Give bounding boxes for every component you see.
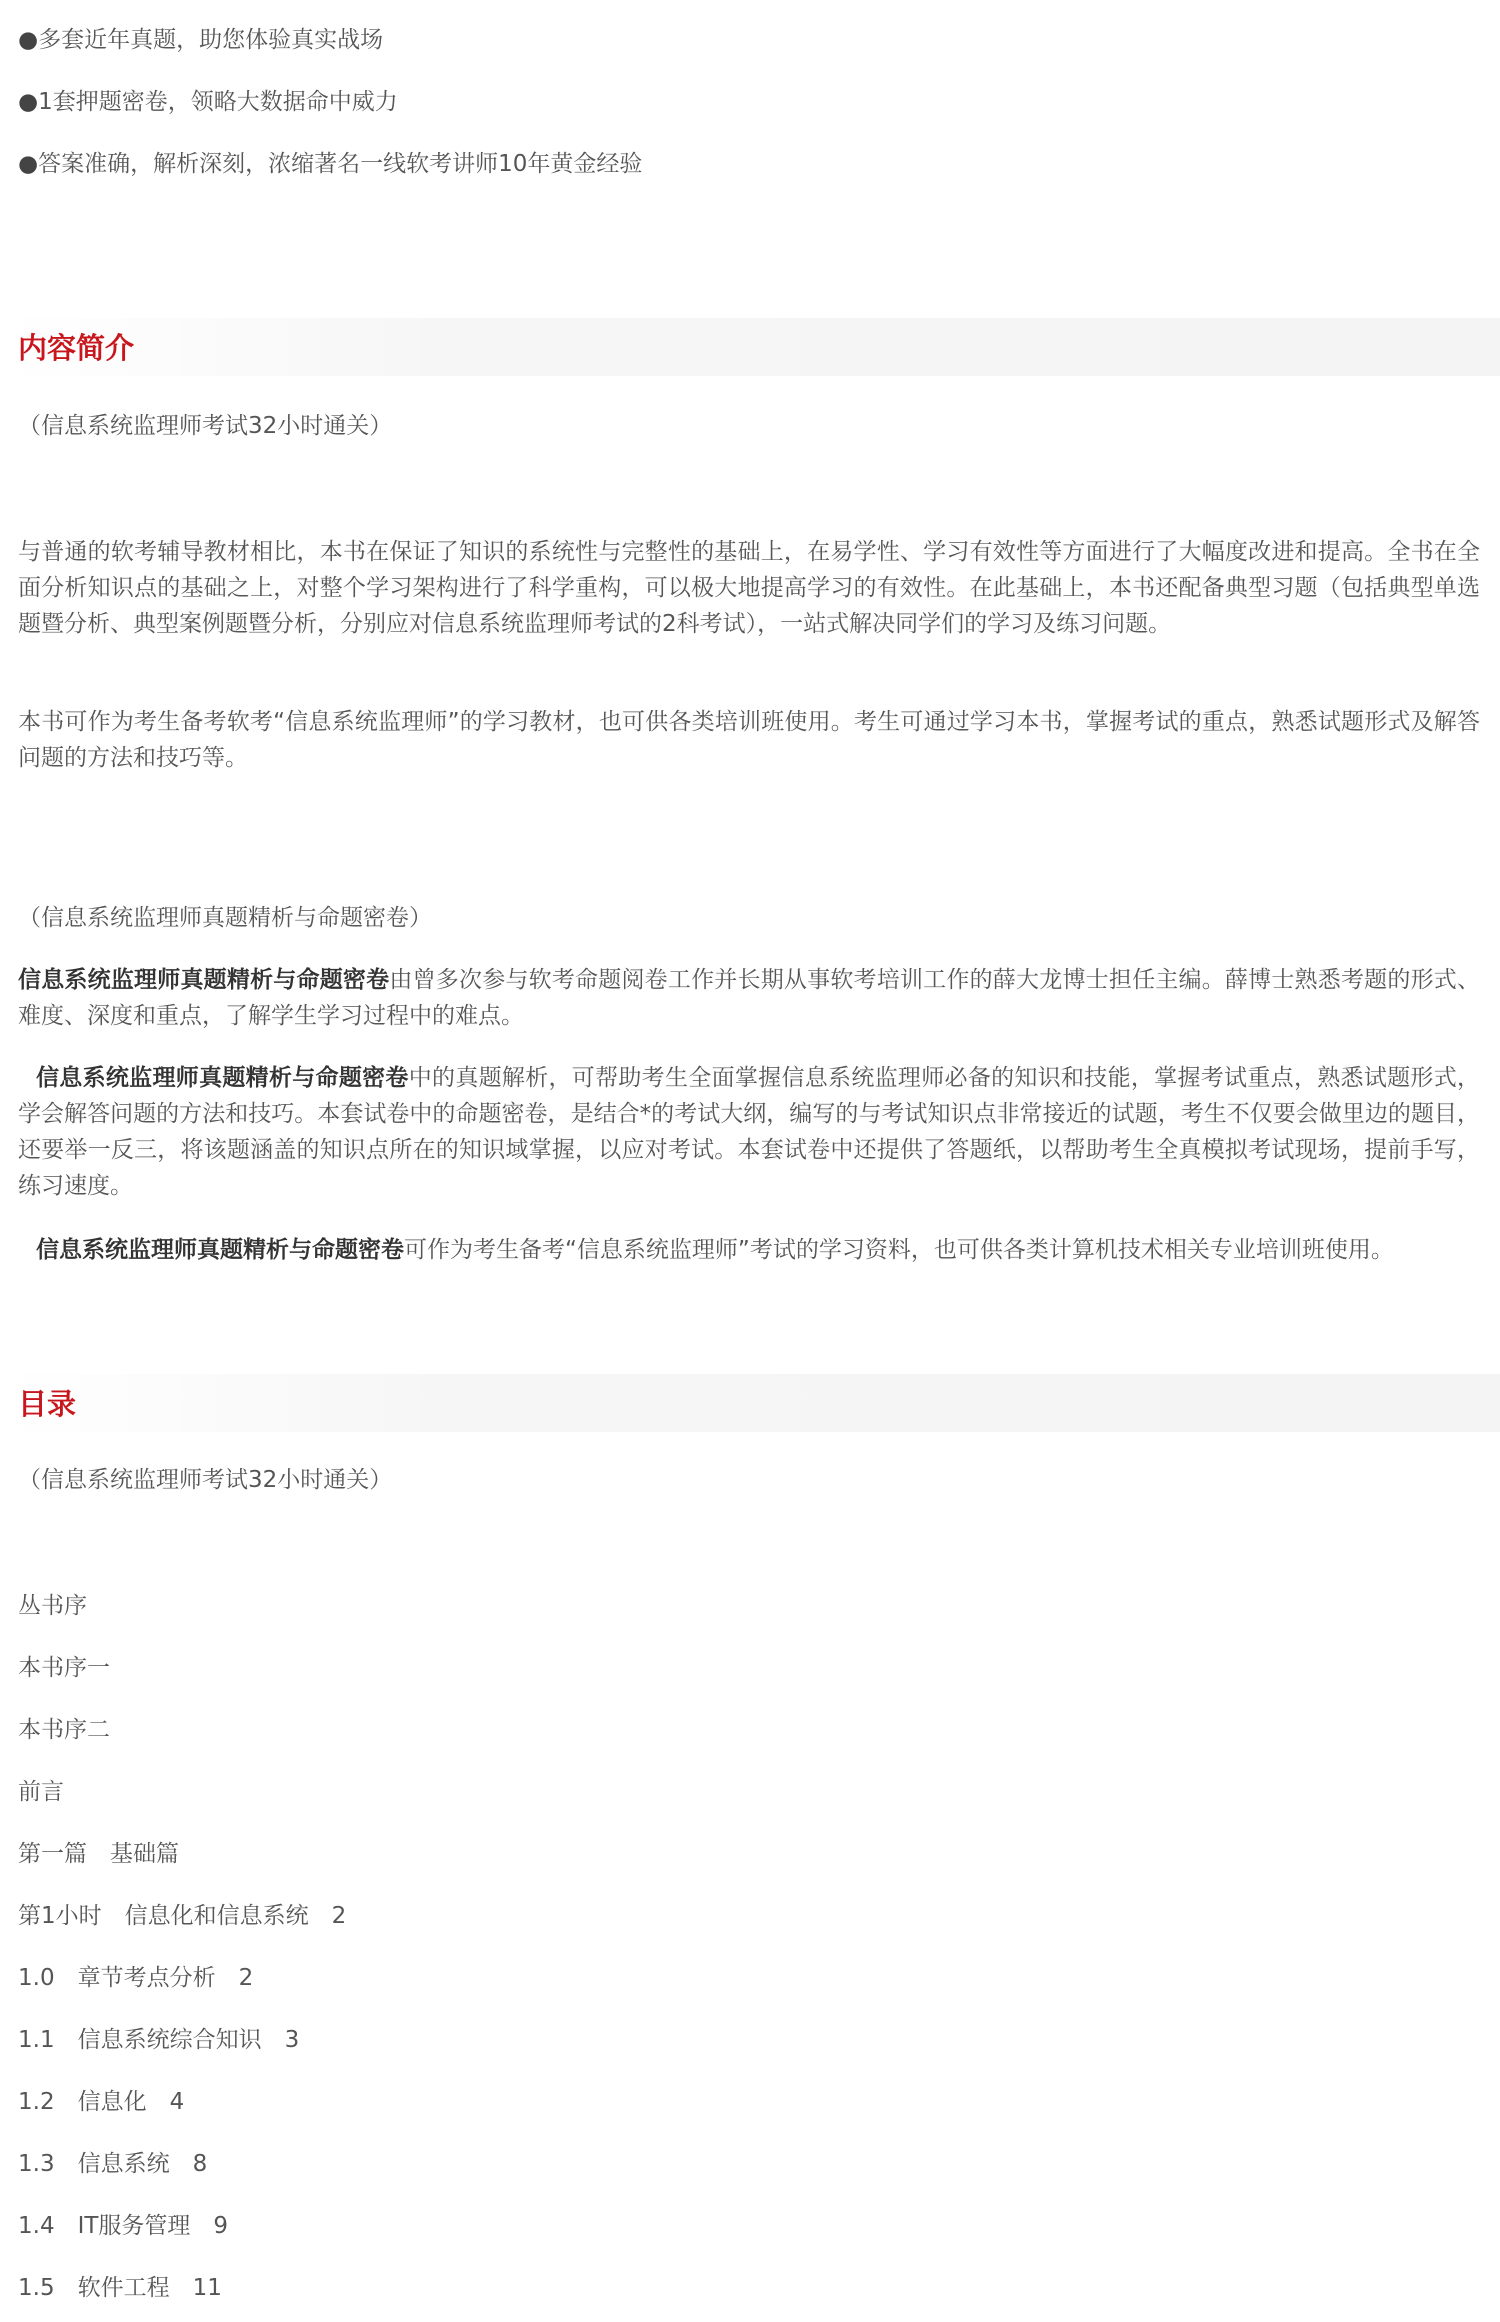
intro-book2-label: （信息系统监理师真题精析与命题密卷） [18,905,432,931]
bullet-dot-icon: ● [18,89,39,115]
toc-item: 本书序一 [18,1655,110,1681]
bullet-dot-icon: ● [18,27,39,53]
intro-section-header [0,318,1500,376]
intro-book1-label: （信息系统监理师考试32小时通关） [18,413,393,439]
bullet-text: 多套近年真题，助您体验真实战场 [38,27,384,53]
book-title-bold: 信息系统监理师真题精析与命题密卷 [18,967,390,993]
toc-section-header [0,1374,1500,1432]
toc-item: 1.4 IT服务管理 9 [18,2213,229,2239]
toc-heading: 目录 [18,1387,77,1421]
intro-heading: 内容简介 [18,331,135,365]
para-text: 可作为考生备考“信息系统监理师”考试的学习资料，也可供各类计算机技术相关专业培训班使用。 [404,1237,1394,1263]
book-title-bold: 信息系统监理师真题精析与命题密卷 [36,1065,409,1091]
bullet-line-1 [18,22,383,58]
bullet-line-2 [18,84,398,120]
toc-item: 1.2 信息化 4 [18,2089,185,2115]
toc-item: 1.3 信息系统 8 [18,2151,208,2177]
toc-book-label: （信息系统监理师考试32小时通关） [18,1467,393,1493]
toc-item: 前言 [18,1779,64,1805]
bullet-text: 答案准确，解析深刻，浓缩著名一线软考讲师10年黄金经验 [38,151,643,177]
toc-item: 1.1 信息系统综合知识 3 [18,2027,300,2053]
para-text: 中的真题解析，可帮助考生全面掌握信息系统监理师必备的知识和技能，掌握考试重点，熟悉试题形式，学会解答问题的方法和技巧。本套试卷中的命题密卷，是结合*的考试大纲，编写的与考试知识点非常接近的试题，考生不仅要会做里边的题目，还要举一反三，将该题涵盖的知识点所在的知识域掌握，以应对考试。本套试卷中还提供了答题纸，以帮助考生全真模拟考试现场，提前手写，练习速度。 [18,1065,1481,1199]
toc-item: 1.0 章节考点分析 2 [18,1965,254,1991]
bullet-dot-icon: ● [18,151,39,177]
intro-book1-para1: 与普通的软考辅导教材相比，本书在保证了知识的系统性与完整性的基础上，在易学性、学习有效性等方面进行了大幅度改进和提高。全书在全面分析知识点的基础之上，对整个学习架构进行了科学重构，可以极大地提高学习的有效性。在此基础上，本书还配备典型习题（包括典型单选题暨分析、典型案例题暨分析，分别应对信息系统监理师考试的2科考试），一站式解决同学们的学习及练习问题。 [18,539,1480,637]
para-text: 由曾多次参与软考命题阅卷工作并长期从事软考培训工作的薛大龙博士担任主编。薛博士熟悉考题的形式、难度、深度和重点，了解学生学习过程中的难点。 [18,967,1481,1029]
toc-item: 第1小时 信息化和信息系统 2 [18,1903,347,1929]
toc-item: 第一篇 基础篇 [18,1841,179,1867]
intro-book2-para2 [18,1060,1480,1204]
bullet-text: 1套押题密卷，领略大数据命中威力 [38,89,398,115]
toc-item: 1.5 软件工程 11 [18,2275,222,2301]
bullet-line-3 [18,146,642,182]
intro-book1-para2: 本书可作为考生备考软考“信息系统监理师”的学习教材，也可供各类培训班使用。考生可通过学习本书，掌握考试的重点，熟悉试题形式及解答问题的方法和技巧等。 [18,709,1480,771]
intro-book2-para3 [18,1232,1480,1268]
toc-item: 丛书序 [18,1593,87,1619]
intro-book2-para1 [18,962,1480,1034]
toc-item: 本书序二 [18,1717,110,1743]
book-title-bold: 信息系统监理师真题精析与命题密卷 [36,1237,404,1263]
